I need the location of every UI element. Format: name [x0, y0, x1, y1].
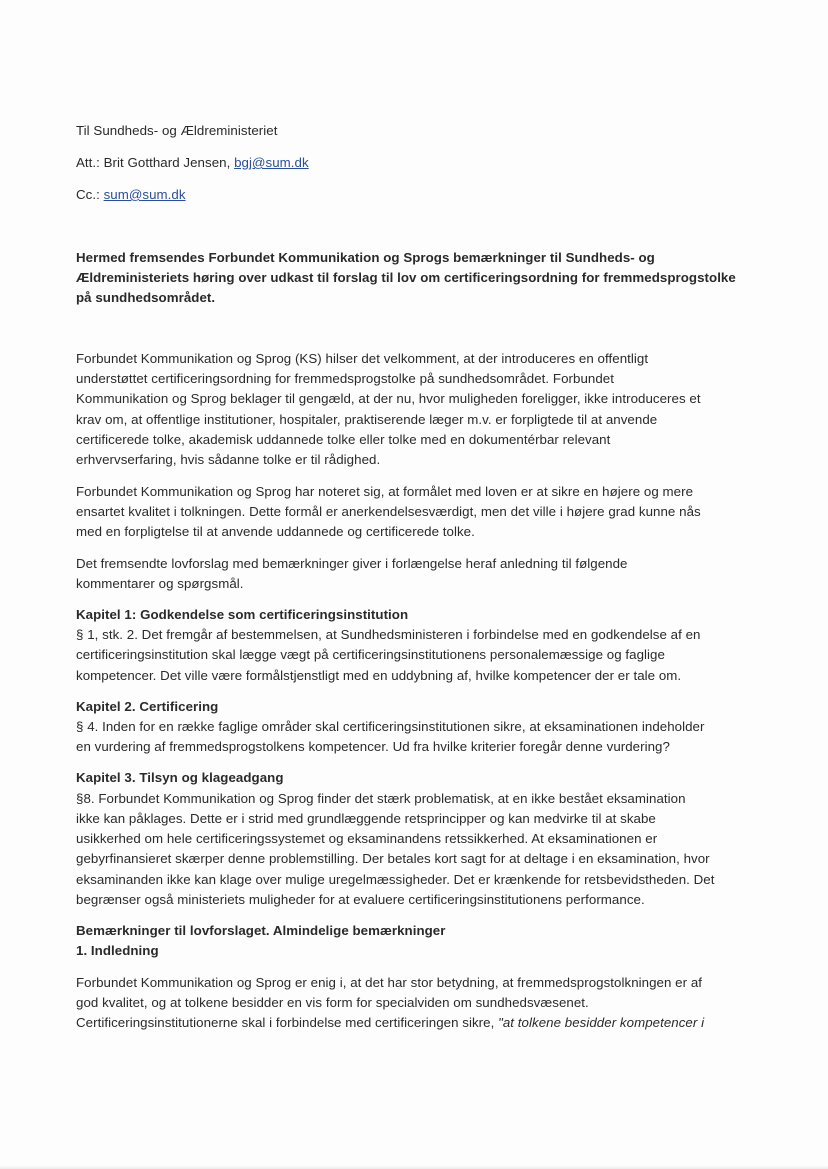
remarks-quote: "at tolkene besidder kompetencer i — [498, 1015, 705, 1030]
remarks-subheading: 1. Indledning — [76, 943, 159, 958]
chapter-line: begrænser også ministeriets muligheder for at evaluere certificeringsinstitutionens performance. — [76, 892, 645, 907]
recipient-line: Til Sundheds- og Ældreministeriet — [76, 123, 278, 138]
paragraph-line: Forbundet Kommunikation og Sprog har noteret sig, at formålet med loven er at sikre en højere og mere — [76, 484, 694, 499]
attention-line — [76, 153, 309, 173]
chapter-line: en vurdering af fremmedsprogstolkens kompetencer. Ud fra hvilke kriterier foregår denne vurdering? — [76, 739, 670, 754]
chapter-heading: Kapitel 1: Godkendelse som certificeringsinstitution — [76, 607, 409, 622]
subject-line: Hermed fremsendes Forbundet Kommunikation og Sprogs bemærkninger til Sundheds- og — [76, 250, 655, 265]
attention-email-link[interactable]: bgj@sum.dk — [234, 155, 309, 170]
intro-line: Forbundet Kommunikation og Sprog (KS) hilser det velkomment, at der introduceres en offentligt — [76, 351, 649, 366]
chapter-line: gebyrfinansieret skærper denne problemstilling. Der betales kort sagt for at deltage i en eksamination, hvor — [76, 851, 710, 866]
chapter-line: certificeringsinstitution skal lægge vægt på certificeringsinstitutionens personalemæssige og faglige — [76, 647, 665, 662]
intro-line: erhvervserfaring, hvis sådanne tolke er til rådighed. — [76, 452, 381, 467]
intro-line: Kommunikation og Sprog beklager til gengæld, at der nu, hvor muligheden foreligger, ikke introduceres et — [76, 391, 701, 406]
paragraph-line: kommentarer og spørgsmål. — [76, 576, 244, 591]
remarks-line-text: Certificeringsinstitutionerne skal i forbindelse med certificeringen sikre, — [76, 1015, 499, 1030]
chapter-line: § 4. Inden for en række faglige områder skal certificeringsinstitutionen sikre, at eksaminationen indeholder — [76, 719, 705, 734]
chapter-line: eksaminanden ikke kan klage over mulige uregelmæssigheder. Det er krænkende for retsbevidstheden. Det — [76, 872, 715, 887]
chapter-line: usikkerhed om hele certificeringssystemet og eksaminandens retssikkerhed. At eksaminationen er — [76, 831, 658, 846]
subject-line: på sundhedsområdet. — [76, 290, 216, 305]
subject-line: Ældreministeriets høring over udkast til forslag til lov om certificeringsordning for fremmedsprogstolke — [76, 270, 736, 285]
chapter-line: § 1, stk. 2. Det fremgår af bestemmelsen, at Sundhedsministeren i forbindelse med en godkendelse af en — [76, 627, 701, 642]
chapter-line: §8. Forbundet Kommunikation og Sprog finder det stærk problematisk, at en ikke bestået eksamination — [76, 791, 686, 806]
cc-line — [76, 185, 186, 205]
cc-label: Cc.: — [76, 187, 104, 202]
remarks-line: god kvalitet, og at tolkene besidder en vis form for specialviden om sundhedsvæsenet. — [76, 995, 589, 1010]
scan-bottom-edge — [0, 1165, 828, 1169]
intro-line: certificerede tolke, akademisk uddannede tolke eller tolke med en dokumentérbar relevant — [76, 432, 611, 447]
chapter-line: kompetencer. Det ville være formålstjenstligt med en uddybning af, hvilke kompetencer der er tale om. — [76, 668, 682, 683]
chapter-heading: Kapitel 3. Tilsyn og klageadgang — [76, 770, 284, 785]
chapter-heading: Kapitel 2. Certificering — [76, 699, 219, 714]
remarks-line: Forbundet Kommunikation og Sprog er enig i, at det har stor betydning, at fremmedsprogstolkningen er af — [76, 975, 703, 990]
attention-label: Att.: Brit Gotthard Jensen, — [76, 155, 235, 170]
remarks-heading: Bemærkninger til lovforslaget. Almindelige bemærkninger — [76, 923, 446, 938]
intro-line: understøttet certificeringsordning for fremmedsprogstolke på sundhedsområdet. Forbundet — [76, 371, 614, 386]
paragraph-line: Det fremsendte lovforslag med bemærkninger giver i forlængelse heraf anledning til følgende — [76, 556, 628, 571]
paragraph-line: ensartet kvalitet i tolkningen. Dette formål er anerkendelsesværdigt, men det ville i højere grad kunne nås — [76, 504, 701, 519]
paragraph-line: med en forpligtelse til at anvende uddannede og certificerede tolke. — [76, 524, 475, 539]
intro-line: krav om, at offentlige institutioner, hospitaler, praktiserende læger m.v. er forpligtede til at anvende — [76, 412, 658, 427]
cc-email-link[interactable]: sum@sum.dk — [103, 187, 186, 202]
remarks-line — [76, 1013, 704, 1033]
chapter-line: ikke kan påklages. Dette er i strid med grundlæggende retsprincipper og kan medvirke til at skabe — [76, 811, 656, 826]
